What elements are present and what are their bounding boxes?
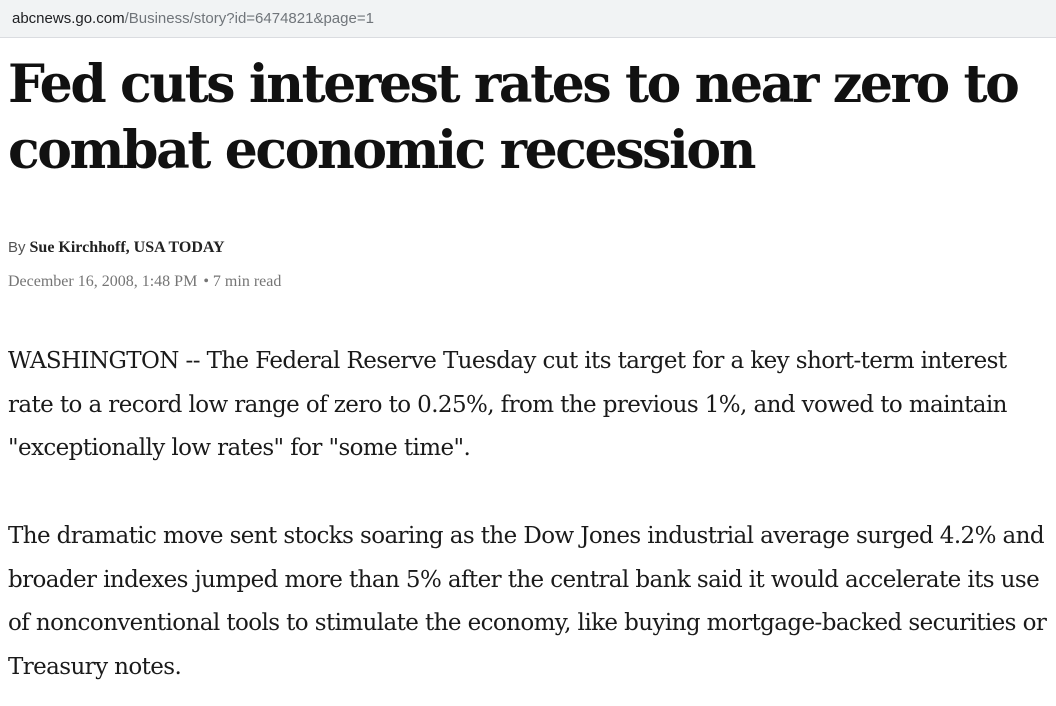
address-bar[interactable] — [0, 0, 1056, 38]
read-time: 7 min read — [212, 273, 282, 290]
url-path: /Business/story?id=6474821&page=1 — [124, 10, 374, 27]
url-host: abcnews.go.com — [12, 10, 125, 27]
separator-dot: • — [203, 273, 209, 290]
byline — [8, 238, 225, 258]
byline-prefix: By — [8, 239, 26, 256]
article — [8, 38, 1048, 680]
article-paragraph: WASHINGTON -- The Federal Reserve Tuesday cut its target for a key short-term interest rate to a record low range of zero to 0.25%, from the previous 1%, and vowed to maintain "exceptionally low rates" for "some time". — [8, 348, 1007, 461]
publish-date: December 16, 2008, 1:48 PM — [8, 273, 198, 290]
article-paragraph: The dramatic move sent stocks soaring as the Dow Jones industrial average surged 4.2% and broader indexes jumped more than 5% after the central bank said it would accelerate its use of nonconventional tools to stimulate the economy, like buying mortgage-backed securities or Treasury notes. — [8, 523, 1047, 680]
author-link[interactable]: Sue Kirchhoff, USA TODAY — [29, 239, 225, 256]
article-headline: Fed cuts interest rates to near zero to combat economic recession — [8, 54, 1018, 181]
url-text[interactable] — [12, 9, 374, 29]
dateline — [8, 272, 281, 292]
